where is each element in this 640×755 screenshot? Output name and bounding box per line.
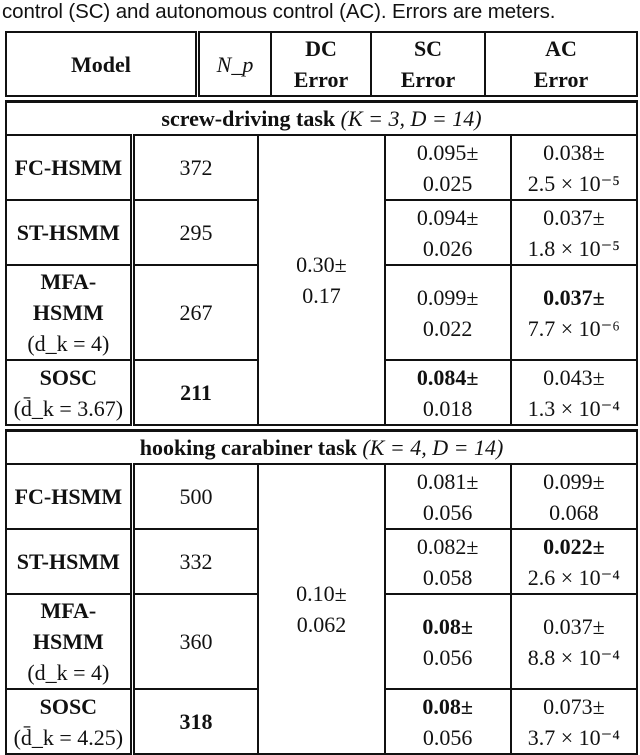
ac-error-cell: 0.043± 1.3 × 10⁻⁴ [511, 360, 637, 425]
ac-error-cell: 0.022± 2.6 × 10⁻⁴ [511, 529, 637, 594]
ac-error-cell: 0.099± 0.068 [511, 464, 637, 529]
results-table [5, 31, 638, 755]
model-cell: MFA-HSMM (d_k = 4) [6, 265, 132, 360]
model-cell: MFA-HSMM (d_k = 4) [6, 594, 132, 689]
section-title: screw-driving task (K = 3, D = 14) [6, 102, 637, 136]
table-header [5, 31, 638, 97]
model-cell: SOSC (d̄_k = 3.67) [6, 360, 132, 425]
model-cell: SOSC (d̄_k = 4.25) [6, 689, 132, 754]
header-sc-error: SC Error [371, 32, 485, 96]
sc-error-cell: 0.095± 0.025 [385, 135, 511, 200]
section-table [5, 100, 638, 426]
ac-error-cell: 0.038± 2.5 × 10⁻⁵ [511, 135, 637, 200]
section-table [5, 429, 638, 755]
sc-error-cell: 0.094± 0.026 [385, 200, 511, 265]
sc-error-cell: 0.08± 0.056 [385, 594, 511, 689]
header-np: N_p [198, 32, 272, 96]
sc-error-cell: 0.08± 0.056 [385, 689, 511, 754]
ac-error-cell: 0.037± 8.8 × 10⁻⁴ [511, 594, 637, 689]
table-caption: control (SC) and autonomous control (AC). Errors are meters. [2, 0, 556, 23]
table-row [6, 135, 637, 200]
np-cell: 211 [132, 360, 258, 425]
np-cell: 318 [132, 689, 258, 754]
table-row [6, 464, 637, 529]
dc-error-cell: 0.30± 0.17 [258, 135, 384, 425]
ac-error-cell: 0.037± 7.7 × 10⁻⁶ [511, 265, 637, 360]
ac-error-cell: 0.073± 3.7 × 10⁻⁴ [511, 689, 637, 754]
np-cell: 372 [132, 135, 258, 200]
model-cell: ST-HSMM [6, 529, 132, 594]
section-title: hooking carabiner task (K = 4, D = 14) [6, 431, 637, 465]
sc-error-cell: 0.084± 0.018 [385, 360, 511, 425]
np-cell: 360 [132, 594, 258, 689]
header-dc-error: DC Error [271, 32, 371, 96]
sc-error-cell: 0.082± 0.058 [385, 529, 511, 594]
model-cell: FC-HSMM [6, 135, 132, 200]
ac-error-cell: 0.037± 1.8 × 10⁻⁵ [511, 200, 637, 265]
np-cell: 295 [132, 200, 258, 265]
header-ac-error: AC Error [485, 32, 637, 96]
header-model: Model [6, 32, 198, 96]
np-cell: 332 [132, 529, 258, 594]
model-cell: FC-HSMM [6, 464, 132, 529]
dc-error-cell: 0.10± 0.062 [258, 464, 384, 754]
np-cell: 500 [132, 464, 258, 529]
model-cell: ST-HSMM [6, 200, 132, 265]
sc-error-cell: 0.081± 0.056 [385, 464, 511, 529]
np-cell: 267 [132, 265, 258, 360]
sc-error-cell: 0.099± 0.022 [385, 265, 511, 360]
